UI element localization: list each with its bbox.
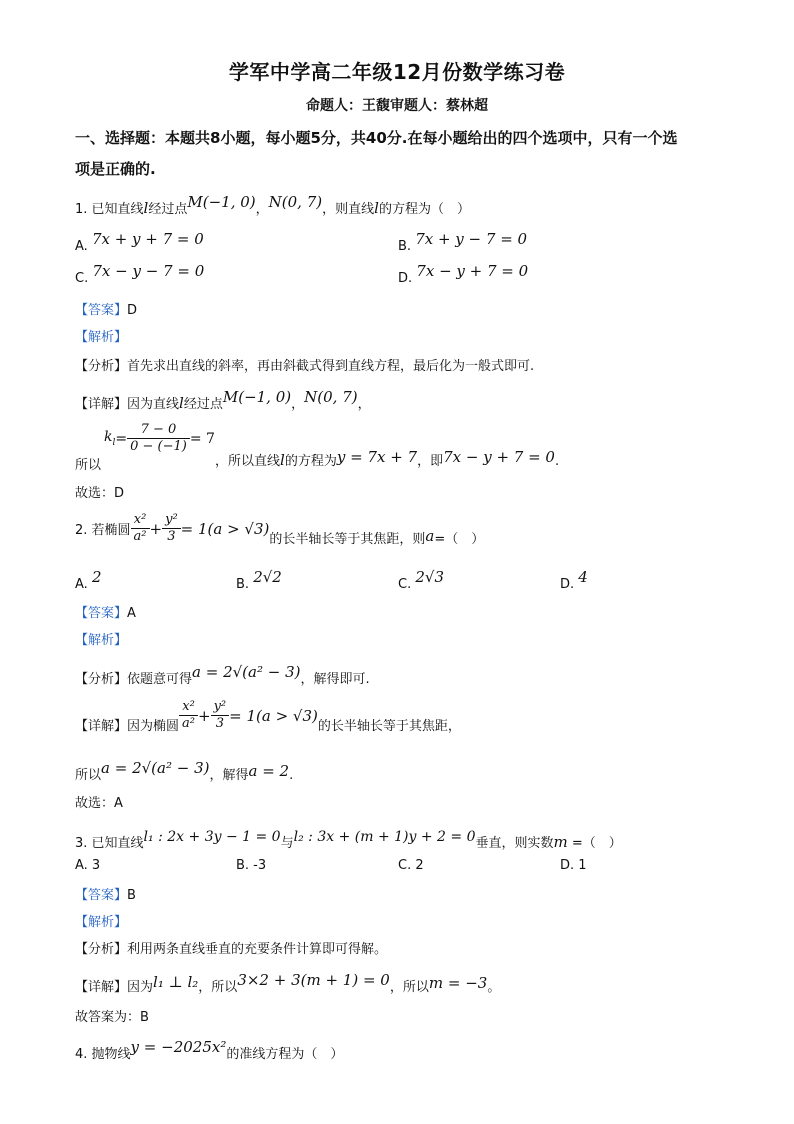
q3-stem-text: =（ ）: [567, 836, 622, 851]
answer-value: A: [127, 606, 136, 621]
q4-stem: [75, 1038, 344, 1062]
fraction-numerator: 7 − 0: [127, 422, 190, 439]
comma: ，: [357, 397, 371, 412]
q3-fenxi: [75, 938, 387, 957]
q1-var-l: l: [374, 199, 379, 217]
fraction-denominator: a²: [182, 716, 195, 731]
var-a: a: [425, 526, 435, 545]
q1-var-l: l: [143, 199, 149, 217]
q2-stem-text: 的长半轴长等于其焦距，则: [269, 532, 426, 547]
q2-stem-text: 2. 若椭圆: [75, 523, 131, 538]
q2-answer: [75, 602, 136, 621]
equation: 3×2 + 3(m + 1) = 0: [237, 971, 390, 989]
plus: +: [149, 519, 163, 538]
period: .: [289, 768, 294, 783]
option-label: C.: [398, 577, 412, 592]
fenxi-label: 【分析】: [75, 942, 128, 957]
option-label: B.: [236, 577, 250, 592]
q3-stem-text: 与: [280, 836, 294, 851]
q2-option-b: [236, 568, 282, 592]
line-l1: l₁ : 2x + 3y − 1 = 0: [143, 829, 281, 845]
slope-intercept-eq: y = 7x + 7: [336, 448, 418, 466]
section-heading-cont: 项是正确的.: [75, 160, 156, 178]
q2-xiangjie: [75, 697, 461, 734]
option-label: A.: [75, 239, 88, 254]
plus: +: [198, 706, 211, 725]
q3-stem-text: 垂直，则实数: [475, 836, 554, 851]
k-symbol: k: [104, 429, 113, 446]
comma: ，: [291, 397, 305, 412]
fraction-numerator: x²: [131, 512, 150, 529]
xiangjie-text: 经过点: [183, 397, 223, 412]
text: 所以: [75, 768, 102, 783]
fraction-denominator: 3: [167, 529, 176, 544]
fenxi-label: 【分析】: [75, 672, 128, 687]
option-label: B.: [398, 239, 412, 254]
text: 的方程为: [284, 454, 337, 469]
q1-line-equation: [215, 450, 559, 469]
fenxi-label: 【分析】: [75, 359, 128, 374]
xiangjie-text: ，所以: [198, 980, 238, 995]
q4-stem-text: 4. 抛物线: [75, 1047, 131, 1062]
q1-stem: [75, 193, 470, 217]
xiangjie-text: 的长半轴长等于其焦距，: [317, 719, 461, 734]
q1-option-a: [75, 230, 204, 254]
q2-conclusion: 故选：A: [75, 796, 123, 811]
q3-option-c: C. 2: [398, 858, 424, 873]
q3-analysis-label: 【解析】: [75, 915, 128, 930]
q3-conclusion: 故答案为：B: [75, 1010, 149, 1025]
option-math: 7x − y + 7 = 0: [416, 262, 529, 280]
answer-label: 【答案】: [75, 303, 128, 318]
perpendicular-expr: l₁ ⊥ l₂: [153, 973, 199, 991]
fraction-numerator: y²: [162, 512, 181, 529]
xiangjie-label: 【详解】: [75, 719, 128, 734]
q1-xiangjie: [75, 388, 371, 412]
q2-option-d: [560, 568, 588, 592]
fraction-denominator: 3: [215, 716, 224, 731]
ellipse-rhs: = 1(a > √3): [180, 519, 270, 538]
q3-xiangjie: [75, 971, 501, 995]
q2-fenxi: [75, 663, 370, 687]
ellipse-y-term: [162, 512, 181, 545]
q3-option-d: D. 1: [560, 858, 587, 873]
option-math: 2√3: [415, 568, 445, 586]
xiangjie-text: 因为: [127, 980, 154, 995]
q1-comma: ，: [255, 202, 269, 217]
text: ，所以直线: [215, 454, 281, 469]
q1-slope-formula: [104, 422, 215, 455]
q1-stem-text: 的方程为（ ）: [378, 202, 470, 217]
xiangjie-text: ，所以: [389, 980, 429, 995]
line-l2: l₂ : 3x + (m + 1)y + 2 = 0: [293, 829, 476, 845]
fenxi-text: 依题意可得: [127, 672, 193, 687]
answer-value: B: [127, 888, 136, 903]
fenxi-equation: a = 2√(a² − 3): [192, 663, 301, 681]
option-math: 7x + y − 7 = 0: [415, 230, 528, 248]
answer-label: 【答案】: [75, 606, 128, 621]
option-math: 7x − y − 7 = 0: [92, 262, 205, 280]
result: a = 2: [248, 762, 290, 780]
ellipse-y-term: [211, 699, 230, 732]
fenxi-text: 利用两条直线垂直的充要条件计算即可得解。: [127, 942, 388, 957]
xiangjie-text: 因为椭圆: [127, 719, 180, 734]
answer-label: 【答案】: [75, 888, 128, 903]
option-math: 4: [578, 568, 588, 586]
option-label: D.: [398, 271, 413, 286]
period: 。: [487, 980, 501, 995]
option-math: 2√2: [253, 568, 282, 586]
q3-option-b: B. -3: [236, 858, 267, 873]
ellipse-x-term: [131, 512, 150, 545]
option-label: A.: [75, 577, 88, 592]
fenxi-text: ，解得即可.: [300, 672, 370, 687]
q1-stem-text: 1. 已知直线: [75, 202, 144, 217]
text: ，即: [417, 454, 444, 469]
var-l: l: [280, 451, 285, 469]
page-title: 学军中学高二年级12月份数学练习卷: [228, 60, 566, 84]
q2-option-c: [398, 568, 445, 592]
text: ，解得: [209, 768, 249, 783]
var-m: m: [553, 833, 568, 851]
q1-point-n: N(0, 7): [268, 193, 323, 211]
q2-solution: [75, 759, 294, 783]
fraction-numerator: y²: [211, 699, 230, 716]
option-math: 7x + y + 7 = 0: [91, 230, 204, 248]
fraction-denominator: 0 − (−1): [130, 439, 187, 454]
equation: a = 2√(a² − 3): [101, 759, 210, 777]
xiangjie-prefix: [75, 697, 179, 734]
result: m = −3: [428, 974, 488, 992]
q3-answer: [75, 884, 136, 903]
q1-conclusion: 故选：D: [75, 486, 125, 501]
equals: =: [115, 430, 128, 447]
slope-fraction: [127, 422, 190, 455]
fenxi-text: 首先求出直线的斜率，再由斜截式得到直线方程，最后化为一般式即可.: [127, 359, 535, 374]
option-label: C.: [75, 271, 89, 286]
parabola-equation: y = −2025x²: [130, 1038, 227, 1056]
slope-k: [104, 429, 115, 448]
q2-analysis-label: 【解析】: [75, 633, 128, 648]
q3-stem: [75, 829, 622, 851]
xiangjie-label: 【详解】: [75, 980, 128, 995]
authors-line: 命题人：王馥审题人：蔡林超: [306, 98, 488, 114]
q1-suoyi: 所以: [75, 458, 102, 473]
q2-stem-text: =（ ）: [434, 532, 485, 547]
k-subscript: l: [112, 437, 116, 448]
option-label: D.: [560, 577, 575, 592]
ellipse-x-term: [179, 699, 198, 732]
var-l: l: [179, 394, 184, 412]
slope-value: = 7: [189, 430, 215, 447]
q2-stem: [75, 510, 484, 547]
q3-option-a: A. 3: [75, 858, 101, 873]
point-m: M(−1, 0): [222, 388, 292, 406]
q1-answer: [75, 299, 137, 318]
q3-stem-text: 3. 已知直线: [75, 836, 144, 851]
q1-point-m: M(−1, 0): [187, 193, 256, 211]
q1-option-c: [75, 262, 205, 286]
ellipse-rhs: = 1(a > √3): [229, 706, 318, 725]
period: .: [554, 454, 560, 469]
q2-option-a: [75, 568, 102, 592]
q1-fenxi: [75, 355, 534, 374]
fraction-denominator: a²: [133, 529, 147, 544]
q1-stem-text: ，则直线: [322, 202, 375, 217]
q1-stem-text: 经过点: [148, 202, 188, 217]
general-eq: 7x − y + 7 = 0: [443, 448, 555, 466]
q1-option-b: [398, 230, 528, 254]
fraction-numerator: x²: [179, 699, 198, 716]
q4-stem-text: 的准线方程为（ ）: [226, 1047, 344, 1062]
option-math: 2: [91, 568, 102, 586]
q1-option-d: [398, 262, 529, 286]
answer-value: D: [127, 303, 138, 318]
q1-analysis-label: 【解析】: [75, 330, 128, 345]
point-n: N(0, 7): [304, 388, 358, 406]
xiangjie-label: 【详解】: [75, 397, 128, 412]
section-heading: 一、选择题：本题共8小题，每小题5分，共40分.在每小题给出的四个选项中，只有一个选: [75, 129, 678, 147]
xiangjie-text: 因为直线: [127, 397, 180, 412]
